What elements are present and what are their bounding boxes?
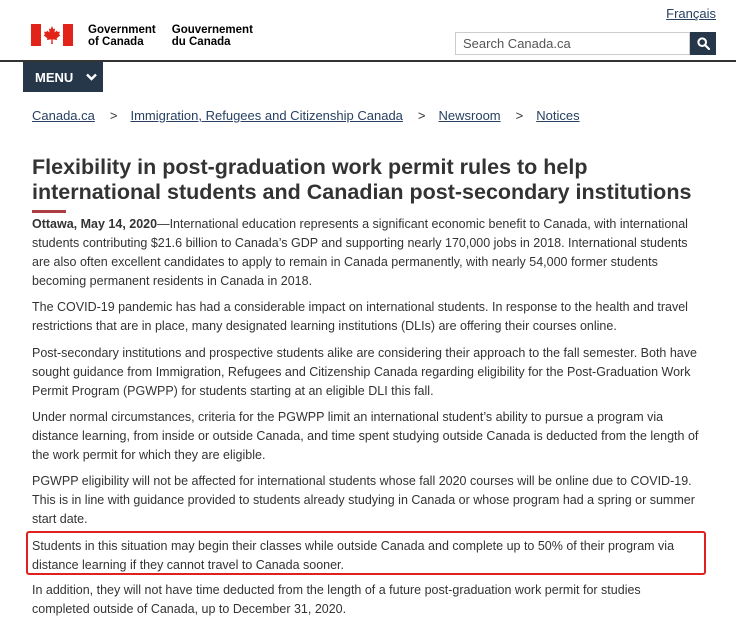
paragraph-eligibility bbox=[32, 472, 722, 529]
paragraph-line: In addition, they will not have time deducted from the length of a future post-graduation work permit for studies bbox=[32, 583, 641, 597]
paragraph-intro bbox=[32, 215, 722, 291]
paragraph-highlighted bbox=[32, 537, 722, 575]
paragraph-line: Permit Program (PGWPP) for students starting at an eligible DLI this fall. bbox=[32, 384, 434, 398]
paragraph-line: sought guidance from Immigration, Refugees and Citizenship Canada regarding eligibility for the Post-Graduation Work bbox=[32, 365, 691, 379]
paragraph-line: Post-secondary institutions and prospective students alike are considering their approach to the fall semester. Both have bbox=[32, 346, 697, 360]
wordmark bbox=[88, 24, 269, 48]
paragraph-covid-impact bbox=[32, 298, 722, 336]
paragraph-line: completed outside of Canada, up to December 31, 2020. bbox=[32, 602, 347, 616]
site-search bbox=[455, 32, 716, 55]
paragraph-time-deduction bbox=[32, 581, 722, 619]
wordmark-french-line2: du Canada bbox=[171, 36, 231, 48]
breadcrumb-link-notices[interactable]: Notices bbox=[536, 108, 580, 123]
paragraph-line: restrictions that are in place, many designated learning institutions (DLIs) are offering their courses online. bbox=[32, 319, 617, 333]
menu-label: MENU bbox=[35, 69, 74, 85]
breadcrumb bbox=[32, 108, 580, 123]
canada-flag-icon bbox=[31, 24, 73, 46]
chevron-down-icon bbox=[86, 73, 97, 81]
header-divider bbox=[0, 60, 736, 62]
breadcrumb-link-newsroom[interactable]: Newsroom bbox=[438, 108, 501, 123]
breadcrumb-separator: > bbox=[417, 108, 426, 123]
paragraph-line: becoming permanent residents in Canada in 2018. bbox=[32, 274, 313, 288]
search-icon bbox=[697, 37, 710, 50]
menu-button[interactable] bbox=[23, 62, 103, 92]
breadcrumb-separator: > bbox=[515, 108, 524, 123]
breadcrumb-link-home[interactable]: Canada.ca bbox=[32, 108, 95, 123]
language-toggle-link[interactable]: Français bbox=[666, 6, 716, 21]
paragraph-line: This is in line with guidance provided to students already studying in Canada or whose program had a spring or summer bbox=[32, 493, 695, 507]
paragraph-line: are also often excellent candidates to apply to remain in Canada permanently, with nearly 54,000 former students bbox=[32, 255, 658, 269]
paragraph-line: students contributing $21.6 billion to Canada’s GDP and supporting nearly 170,000 jobs in 2018. International students bbox=[32, 236, 688, 250]
title-accent-bar bbox=[32, 210, 66, 213]
wordmark-french-line1: Gouvernement bbox=[171, 24, 253, 36]
wordmark-english-line2: of Canada bbox=[88, 36, 144, 48]
paragraph-line: start date. bbox=[32, 512, 88, 526]
breadcrumb-link-ircc[interactable]: Immigration, Refugees and Citizenship Canada bbox=[130, 108, 403, 123]
government-of-canada-logo[interactable] bbox=[31, 24, 269, 48]
paragraph-line: the work permit for which they are eligible. bbox=[32, 448, 266, 462]
paragraph-line: Under normal circumstances, criteria for the PGWPP limit an international student’s ability to pursue a program via bbox=[32, 410, 664, 424]
paragraph-line: PGWPP eligibility will not be affected for international students whose fall 2020 courses will be online due to COVID-19. bbox=[32, 474, 692, 488]
page-title bbox=[32, 155, 722, 205]
wordmark-english-line1: Government bbox=[88, 24, 156, 36]
search-button[interactable] bbox=[690, 32, 716, 55]
breadcrumb-separator: > bbox=[109, 108, 118, 123]
page-title-line: Flexibility in post-graduation work permit rules to help bbox=[32, 155, 588, 179]
dateline: Ottawa, May 14, 2020 bbox=[32, 217, 158, 231]
paragraph-line: The COVID-19 pandemic has had a considerable impact on international students. In response to the health and travel bbox=[32, 300, 688, 314]
paragraph-line: Students in this situation may begin their classes while outside Canada and complete up to 50% of their program via bbox=[32, 539, 675, 553]
paragraph-line: distance learning if they cannot travel to Canada sooner. bbox=[32, 558, 345, 572]
search-input[interactable] bbox=[455, 32, 690, 55]
paragraph-line: —International education represents a significant economic benefit to Canada, with international bbox=[157, 217, 688, 231]
paragraph-normal-criteria bbox=[32, 408, 722, 465]
paragraph-line: distance learning, from inside or outside Canada, and time spent studying outside Canada is deducted from the length of bbox=[32, 429, 699, 443]
paragraph-guidance bbox=[32, 344, 722, 401]
page-title-line: international students and Canadian post-secondary institutions bbox=[32, 180, 692, 204]
